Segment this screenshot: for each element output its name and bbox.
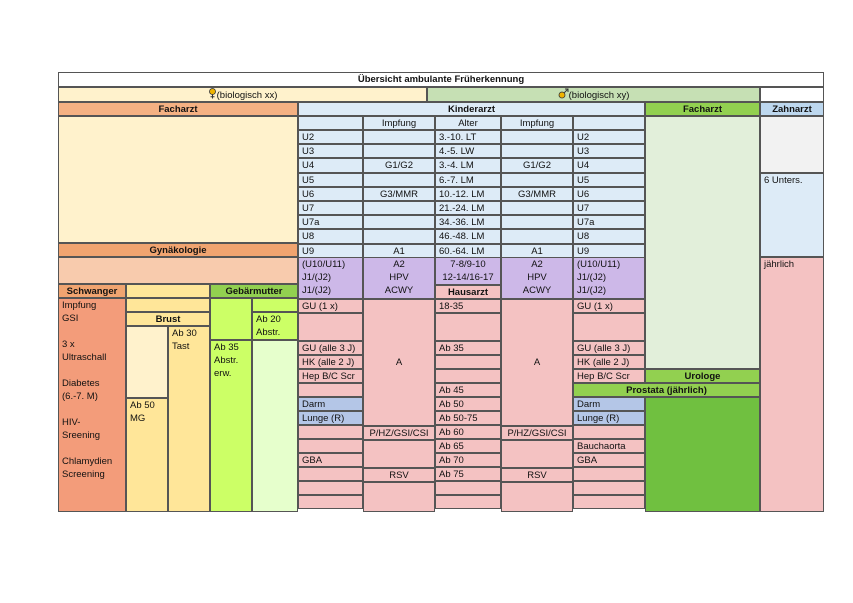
male-header — [427, 87, 760, 102]
prostata-header: Prostata (jährlich) — [573, 383, 760, 397]
brust-ab30: Ab 30 Tast — [168, 326, 210, 512]
hausarzt-age-item: Ab 70 — [435, 453, 501, 467]
hausarzt-impf-left-rsv: RSV — [363, 468, 435, 482]
hausarzt-age-item: Ab 60 — [435, 425, 501, 439]
gynaekologie-block — [58, 257, 298, 284]
hausarzt-impf-left-a: A — [363, 299, 435, 426]
vaccine-right — [501, 130, 573, 144]
hausarzt-header: Hausarzt — [435, 285, 501, 299]
brust-top — [126, 284, 210, 298]
u-exam-left: U5 — [298, 173, 363, 187]
age-cell: 4.-5. LW — [435, 144, 501, 158]
hausarzt-age-item — [435, 313, 501, 341]
hausarzt-age-item — [435, 481, 501, 495]
age-cell: 60.-64. LM — [435, 244, 501, 258]
hausarzt-left-item — [298, 383, 363, 397]
empty-cell — [363, 440, 435, 468]
jugend-vaccine-right: A2 HPV ACWY — [501, 257, 573, 299]
vaccine-right — [501, 144, 573, 158]
hausarzt-right-item: Lunge (R) — [573, 411, 645, 425]
vaccine-right — [501, 229, 573, 243]
hausarzt-left-item: HK (alle 2 J) — [298, 355, 363, 369]
hausarzt-left-item: GU (1 x) — [298, 299, 363, 313]
hausarzt-age-item — [435, 355, 501, 369]
empty-cell — [501, 440, 573, 468]
u-exam-right: U7a — [573, 215, 645, 229]
hausarzt-impf-right-a: A — [501, 299, 573, 426]
hausarzt-age-item: 18-35 — [435, 299, 501, 313]
hausarzt-right-item: Darm — [573, 397, 645, 411]
j-exam-right: (U10/U11) J1/(J2) J1/(J2) — [573, 257, 645, 299]
hausarzt-left-item — [298, 481, 363, 495]
u-exam-left: U7 — [298, 201, 363, 215]
facharzt-right-header: Facharzt — [645, 102, 760, 116]
gebaermutter-empty — [210, 298, 252, 340]
hausarzt-left-item: Lunge (R) — [298, 411, 363, 425]
vaccine-left: A1 — [363, 244, 435, 258]
age-cell: 46.-48. LM — [435, 229, 501, 243]
schwanger-list: Impfung GSI 3 x Ultraschall Diabetes (6.-7. M) HIV- Sreening Chlamydien Screening — [58, 298, 126, 512]
hausarzt-left-item — [298, 495, 363, 509]
prostata-block — [645, 397, 760, 512]
hausarzt-impf-left-phz: P/HZ/GSI/CSI — [363, 426, 435, 440]
gebaermutter-header: Gebärmutter — [210, 284, 298, 298]
hausarzt-right-item — [573, 313, 645, 341]
vaccine-left: G3/MMR — [363, 187, 435, 201]
vaccine-right — [501, 215, 573, 229]
vaccine-left — [363, 201, 435, 215]
female-label: (biologisch xx) — [216, 90, 278, 101]
u-exam-left: U9 — [298, 244, 363, 258]
female-header — [58, 87, 427, 102]
hausarzt-left-item: GU (alle 3 J) — [298, 341, 363, 355]
female-symbol-icon — [208, 88, 217, 99]
urologe-header: Urologe — [645, 369, 760, 383]
gebaermutter-ab20: Ab 20 Abstr. — [252, 312, 298, 340]
hausarzt-impf-right-phz: P/HZ/GSI/CSI — [501, 426, 573, 440]
u-exam-left: U2 — [298, 130, 363, 144]
hausarzt-right-item: Bauchaorta — [573, 439, 645, 453]
jugend-vaccine-left: A2 HPV ACWY — [363, 257, 435, 299]
zahnarzt-note: 6 Unters. — [760, 173, 824, 257]
empty-cell — [298, 116, 363, 130]
vaccine-left — [363, 173, 435, 187]
brust-ab50: Ab 50 MG — [126, 398, 168, 512]
hausarzt-left-item — [298, 439, 363, 453]
hausarzt-right-item: GBA — [573, 453, 645, 467]
vaccine-right: G1/G2 — [501, 158, 573, 172]
u-exam-left: U7a — [298, 215, 363, 229]
hausarzt-right-item: GU (1 x) — [573, 299, 645, 313]
jugend-age: 7-8/9-10 12-14/16-17 — [435, 257, 501, 285]
hausarzt-left-item — [298, 313, 363, 341]
hausarzt-left-item — [298, 425, 363, 439]
male-symbol-icon — [558, 88, 569, 99]
u-exam-left: U3 — [298, 144, 363, 158]
male-label: (biologisch xy) — [568, 90, 630, 101]
hausarzt-right-item: HK (alle 2 J) — [573, 355, 645, 369]
brust-spacer — [126, 298, 210, 312]
facharzt-left-header: Facharzt — [58, 102, 298, 116]
impfung-left-header: Impfung — [363, 116, 435, 130]
empty-cell — [573, 116, 645, 130]
hausarzt-right-item: Hep B/C Scr — [573, 369, 645, 383]
impfung-right-header: Impfung — [501, 116, 573, 130]
u-exam-left: U4 — [298, 158, 363, 172]
hausarzt-right-item — [573, 481, 645, 495]
hausarzt-left-item: Hep B/C Scr — [298, 369, 363, 383]
vaccine-left: G1/G2 — [363, 158, 435, 172]
u-exam-right: U8 — [573, 229, 645, 243]
hausarzt-left-item: GBA — [298, 453, 363, 467]
j-exam-left: (U10/U11) J1/(J2) J1/(J2) — [298, 257, 363, 299]
vaccine-left — [363, 215, 435, 229]
age-cell: 3.-10. LT — [435, 130, 501, 144]
u-exam-right: U7 — [573, 201, 645, 215]
gebaermutter-ab35: Ab 35 Abstr. erw. — [210, 340, 252, 512]
hausarzt-left-item: Darm — [298, 397, 363, 411]
u-exam-right: U3 — [573, 144, 645, 158]
kinderarzt-header: Kinderarzt — [298, 102, 645, 116]
zahnarzt-jaehrlich: jährlich — [760, 257, 824, 512]
empty-cell — [760, 87, 824, 102]
empty-cell — [501, 482, 573, 512]
vaccine-right: G3/MMR — [501, 187, 573, 201]
hausarzt-right-item — [573, 425, 645, 439]
schwanger-header: Schwanger — [58, 284, 126, 298]
gynaekologie-header: Gynäkologie — [58, 243, 298, 257]
hausarzt-impf-right-rsv: RSV — [501, 468, 573, 482]
age-cell: 10.-12. LM — [435, 187, 501, 201]
facharzt-left-block — [58, 116, 298, 243]
vaccine-right: A1 — [501, 244, 573, 258]
u-exam-right: U6 — [573, 187, 645, 201]
u-exam-right: U2 — [573, 130, 645, 144]
hausarzt-age-item: Ab 50-75 — [435, 411, 501, 425]
hausarzt-age-item — [435, 495, 501, 509]
empty-cell — [363, 482, 435, 512]
hausarzt-age-item: Ab 50 — [435, 397, 501, 411]
hausarzt-age-item — [435, 369, 501, 383]
age-cell: 3.-4. LM — [435, 158, 501, 172]
gebaermutter-spacer — [252, 298, 298, 312]
age-cell: 34.-36. LM — [435, 215, 501, 229]
vaccine-right — [501, 173, 573, 187]
brust-header: Brust — [126, 312, 210, 326]
gebaermutter-lower — [252, 340, 298, 512]
hausarzt-age-item: Ab 65 — [435, 439, 501, 453]
vaccine-left — [363, 130, 435, 144]
hausarzt-left-item — [298, 467, 363, 481]
alter-header: Alter — [435, 116, 501, 130]
hausarzt-right-item — [573, 467, 645, 481]
vaccine-right — [501, 201, 573, 215]
u-exam-right: U5 — [573, 173, 645, 187]
brust-empty — [126, 326, 168, 398]
hausarzt-right-item — [573, 495, 645, 509]
zahnarzt-gray — [760, 116, 824, 173]
u-exam-right: U9 — [573, 244, 645, 258]
vaccine-left — [363, 144, 435, 158]
hausarzt-age-item: Ab 75 — [435, 467, 501, 481]
vaccine-left — [363, 229, 435, 243]
u-exam-left: U8 — [298, 229, 363, 243]
age-cell: 6.-7. LM — [435, 173, 501, 187]
facharzt-right-block — [645, 116, 760, 369]
hausarzt-right-item: GU (alle 3 J) — [573, 341, 645, 355]
hausarzt-age-item: Ab 45 — [435, 383, 501, 397]
zahnarzt-header: Zahnarzt — [760, 102, 824, 116]
u-exam-right: U4 — [573, 158, 645, 172]
u-exam-left: U6 — [298, 187, 363, 201]
age-cell: 21.-24. LM — [435, 201, 501, 215]
table-title: Übersicht ambulante Früherkennung — [58, 72, 824, 87]
hausarzt-age-item: Ab 35 — [435, 341, 501, 355]
